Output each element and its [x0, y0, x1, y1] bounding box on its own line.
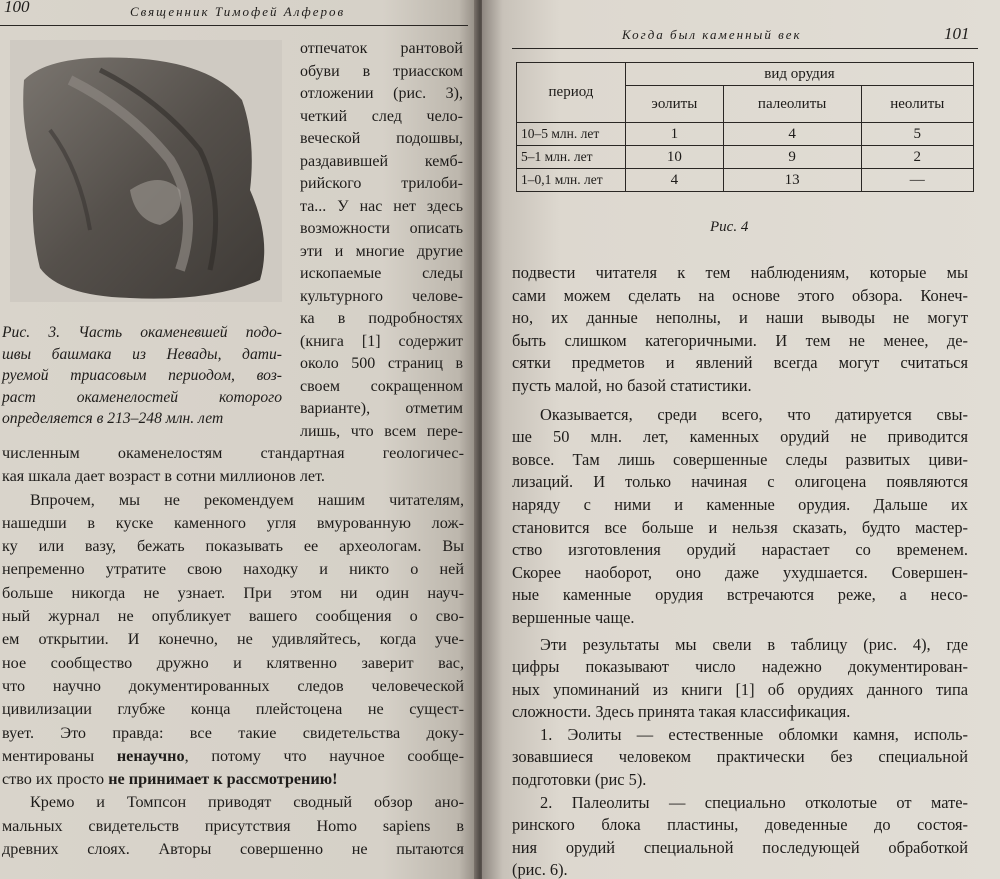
left-page: [0, 0, 478, 879]
table-cell: 1: [626, 123, 724, 146]
caption-line: руемой триасовым периодом, воз-: [2, 367, 282, 384]
fossil-shoe-sole-image: [10, 40, 282, 302]
text-line: рийского трилоби-: [300, 175, 463, 192]
caption-line: швы башмака из Невады, дати-: [2, 345, 282, 363]
text-line: сами можем сделать на основе этого обзора. Конеч-: [512, 285, 968, 305]
text-line: ный журнал не опубликует вашего сообщения о сво-: [2, 607, 464, 626]
text-line: зовавшиеся человеком практически без специальной: [512, 747, 968, 767]
column-header: неолиты: [861, 86, 973, 123]
text-line: веческой подошвы,: [300, 130, 463, 147]
text-line: отпечаток рантовой: [300, 40, 463, 57]
text-line: 2. Палеолиты — специально отколотые от мате-: [540, 792, 968, 812]
text-line: вершенные чаще.: [512, 607, 635, 627]
text-line: Оказывается, среди всего, что датируется свы-: [540, 404, 968, 424]
text-line: непременно утратите свою находку и никто о ней: [2, 560, 464, 579]
text-line: около 500 страниц в: [300, 355, 463, 372]
text-line: (книга [1] содержит: [300, 332, 463, 350]
text-line: ство изготовления орудий нарастает со временем.: [512, 540, 968, 560]
figure-3-caption: [2, 322, 282, 430]
column-header: эолиты: [626, 86, 724, 123]
text-line: ку или вазу, бежать показывать ее археологам. Вы: [2, 537, 464, 556]
table-cell: 4: [723, 123, 861, 146]
text-line: численным окаменелостям стандартная геологичес-: [2, 444, 464, 462]
text-line: наряду с ними и каменные орудия. Дальше их: [512, 494, 968, 514]
text-line: мальных свидетельств присутствия Homo sapiens в: [2, 816, 464, 835]
table-row: [517, 146, 974, 169]
text-line: Эти результаты мы свели в таблицу (рис. 4), где: [540, 634, 968, 654]
text-line: ше 50 млн. лет, каменных орудий не приводится: [512, 427, 968, 447]
text-line: отложении (рис. 3),: [300, 85, 463, 102]
text-line: вует. Это правда: все такие свидетельства доку-: [2, 723, 464, 742]
left-body-text: [2, 442, 464, 861]
left-header-rule: [0, 25, 468, 26]
caption-line: определяется в 213–248 млн. лет: [2, 410, 224, 427]
text-line: больше никогда не узнает. При этом ни один науч-: [2, 583, 464, 602]
caption-line: Рис. 3. Часть окаменевшей подо-: [2, 324, 282, 341]
text-line: лишь, что всем пере-: [300, 422, 463, 440]
text-line: ство их просто не принимает к рассмотрению!: [2, 770, 338, 789]
right-page: [482, 0, 1000, 879]
table-cell: 13: [723, 169, 861, 192]
text-line: но, их данные неполны, и наши выводы не могут: [512, 308, 968, 328]
text-line: культурного челове-: [300, 287, 463, 305]
text-line: Впрочем, мы не рекомендуем нашим читателям,: [30, 490, 464, 509]
text-line: ное сообщество дружно и клятвенно заверит вас,: [2, 653, 464, 672]
text-line: сложности. Здесь принята такая классификация.: [512, 702, 851, 722]
group-header: вид орудия: [626, 63, 974, 86]
table-cell: 2: [861, 146, 973, 169]
text-line: возможности описать: [300, 220, 463, 237]
right-body-text: [512, 262, 968, 879]
table-cell: 9: [723, 146, 861, 169]
right-column-text: [300, 38, 463, 443]
text-line: варианте), отметим: [300, 400, 463, 417]
text-line: цифры показывают число надежно документирован-: [512, 657, 968, 677]
text-line: ных упоминаний из книги [1] об орудиях данного типа: [512, 679, 968, 699]
table-cell: —: [861, 169, 973, 192]
right-page-number: 101: [944, 24, 970, 43]
text-line: лизаций. И только начиная с олигоцена появляются: [512, 472, 968, 492]
text-line: что научно документированных следов человеческой: [2, 676, 464, 695]
text-line: четкий след чело-: [300, 107, 463, 125]
table-row: [517, 123, 974, 146]
table-cell: 5: [861, 123, 973, 146]
text-line: быть слишком категоричными. И тем не менее, де-: [512, 330, 968, 350]
text-line: ния орудий специальной последующей обработкой: [512, 837, 968, 857]
text-line: вовсе. Там лишь совершенные следы развитых циви-: [512, 449, 968, 469]
text-line: ринского блока пластины, доведенные до состоя-: [512, 815, 968, 835]
caption-line: раст окаменелостей которого: [2, 388, 282, 406]
right-header-rule: [512, 48, 978, 49]
text-line: кая шкала дает возраст в сотни миллионов лет.: [2, 467, 325, 486]
tools-table: [516, 62, 974, 192]
text-line: обуви в триасском: [300, 62, 463, 80]
text-line: та... У нас нет здесь: [300, 197, 463, 215]
text-line: сятки предметов и явлений всегда могут считаться: [512, 353, 968, 373]
row-header: 1–0,1 млн. лет: [517, 169, 626, 192]
text-line: Кремо и Томпсон приводят сводный обзор ано-: [30, 793, 464, 812]
fossil-photo: [10, 40, 282, 302]
figure-4-caption: Рис. 4: [710, 219, 749, 235]
text-line: (рис. 6).: [512, 860, 568, 879]
text-line: ментированы ненаучно, потому что научное сообще-: [2, 746, 465, 765]
text-line: подвести читателя к тем наблюдениям, которые мы: [512, 263, 968, 282]
text-line: подготовки (рис 5).: [512, 770, 647, 790]
text-line: ем открытии. И конечно, не удивляйтесь, когда уче-: [2, 630, 464, 649]
table-cell: 10: [626, 146, 724, 169]
right-running-head: Когда был каменный век: [622, 27, 802, 42]
bold-phrase: не принимает к рассмотрению!: [108, 770, 338, 789]
table-cell: 4: [626, 169, 724, 192]
bold-phrase: ненаучно: [116, 746, 185, 765]
column-header: палеолиты: [723, 86, 861, 123]
text-line: нашедши в куске каменного угля вмурованную лож-: [2, 513, 464, 532]
text-line: древних слоях. Авторы совершенно не пытаются: [2, 840, 464, 859]
text-line: своем сокращенном: [300, 377, 463, 395]
left-page-number: 100: [4, 0, 30, 16]
text-line: ные каменные орудия встречаются реже, а несо-: [512, 585, 968, 605]
text-line: пусть малой, но базой статистики.: [512, 375, 752, 395]
row-header: 10–5 млн. лет: [517, 123, 626, 146]
text-line: 1. Эолиты — естественные обломки камня, исполь-: [540, 724, 968, 744]
table-row: [517, 169, 974, 192]
text-line: ископаемые следы: [300, 265, 463, 282]
left-running-head: Священник Тимофей Алферов: [130, 4, 346, 19]
text-line: Скорее наоборот, оно даже ухудшается. Совершен-: [512, 562, 968, 582]
text-line: становится все больше и нельзя сказать, будто мастер-: [512, 517, 968, 537]
text-line: цивилизации глубже конца плейстоцена не сущест-: [2, 700, 464, 719]
text-line: эти и многие другие: [300, 242, 463, 260]
text-line: ка в подробностях: [300, 310, 463, 327]
text-line: раздавившей кемб-: [300, 152, 463, 170]
row-header: 5–1 млн. лет: [517, 146, 626, 169]
corner-header: период: [517, 63, 626, 123]
